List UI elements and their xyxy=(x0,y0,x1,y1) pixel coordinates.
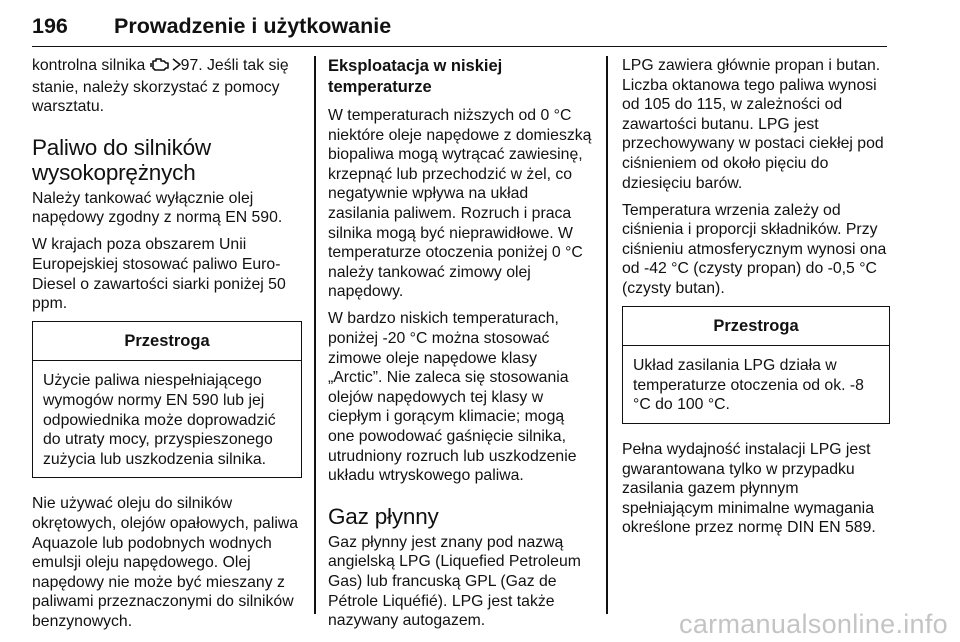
engine-warning-icon xyxy=(150,57,170,78)
paragraph: W bardzo niskich temperaturach, poniżej -20 °C można stosować zimowe oleje napędowe klasy „Arctic”. Nie zaleca się stosowania olejów napędowych tej klasy w ciepłym i gorącym klimacie; mogą one powodować gaśnięcie silnika, utrudniony rozruch lub uszkodzenie układu wtryskowego paliwa. xyxy=(328,310,577,485)
paragraph: Pełna wydajność instalacji LPG jest gwarantowana tylko w przypadku zasilania gazem płynnym spełniającym minimalne wymagania określone przez normę DIN EN 589. xyxy=(622,440,876,537)
paragraph: W krajach poza obszarem Unii Europejskiej stosować paliwo Euro-Diesel o zawartości siarki poniżej 50 ppm. xyxy=(32,236,286,313)
caution-box xyxy=(622,306,890,424)
caution-title: Przestroga xyxy=(623,307,889,346)
page-reference: 97 xyxy=(180,57,199,74)
page-header xyxy=(32,6,887,47)
column-divider-2 xyxy=(606,56,608,614)
paragraph: Nie używać oleju do silników okrętowych, olejów opałowych, paliwa Aquazole lub podobnych wodnych emulsji oleju napędowego. Olej napędowy nie może być mieszany z paliwami przeznaczonymi do silników benzynowych. xyxy=(32,495,299,630)
page-number: 196 xyxy=(32,14,68,38)
column-divider-1 xyxy=(314,56,316,614)
caution-body: Użycie paliwa niespełniającego wymogów normy EN 590 lub jej odpowiednika może doprowadzić do utraty mocy, przyspieszonego zużycia lub uszkodzenia silnika. xyxy=(43,372,276,468)
caution-box xyxy=(32,321,302,478)
column-left xyxy=(32,56,302,639)
paragraph: W temperaturach niższych od 0 °C niektóre oleje napędowe z domieszką biopaliwa mogą wytrącać zawiesinę, krzepnąć lub przechodzić w żel, co negatywnie wpływa na układ zasilania paliwem. Rozruch i praca silnika mogą być nieprawidłowe. W temperaturze otoczenia poniżej 0 °C należy tankować zimowy olej napędowy. xyxy=(328,107,592,301)
paragraph: Gaz płynny jest znany pod nazwą angielską LPG (Liquefied Petroleum Gas) lub francuską GPL (Gaz de Pétrole Liquéfié). LPG jest także nazywany autogazem. xyxy=(328,533,581,630)
column-middle xyxy=(328,56,593,638)
caution-body: Układ zasilania LPG działa w temperaturze otoczenia od ok. -8 °C do 100 °C. xyxy=(633,357,864,414)
page-title: Prowadzenie i użytkowanie xyxy=(114,14,392,38)
page-reference-arrow-icon xyxy=(172,57,181,77)
section-title-diesel: Paliwo do silników wysokoprężnych xyxy=(32,134,211,185)
caution-title: Przestroga xyxy=(33,322,301,361)
paragraph: LPG zawiera głównie propan i butan. Liczba oktanowa tego paliwa wynosi od 105 do 115, w zależności od zawartości butanu. LPG jest przechowywany w postaci ciekłej pod ciśnieniem od około pięciu do dziesięciu barów. xyxy=(622,57,884,192)
paragraph: Należy tankować wyłącznie olej napędowy zgodny z normą EN 590. xyxy=(32,189,283,227)
paragraph: Temperatura wrzenia zależy od ciśnienia i proporcji składników. Przy ciśnieniu atmosferycznym wynosi ona od -42 °C (czysty propan) do -0,5 °C (czysty butan). xyxy=(622,201,887,298)
intro-paragraph: kontrolna silnika 97. Jeśli tak się stanie, należy skorzystać z pomocy warsztatu. xyxy=(32,57,289,116)
watermark: carmanualsonline.info xyxy=(679,609,948,639)
column-right xyxy=(622,56,890,545)
subsection-title-cold: Eksploatacja w niskiej temperaturze xyxy=(328,57,503,96)
section-title-lpg: Gaz płynny xyxy=(328,503,439,529)
